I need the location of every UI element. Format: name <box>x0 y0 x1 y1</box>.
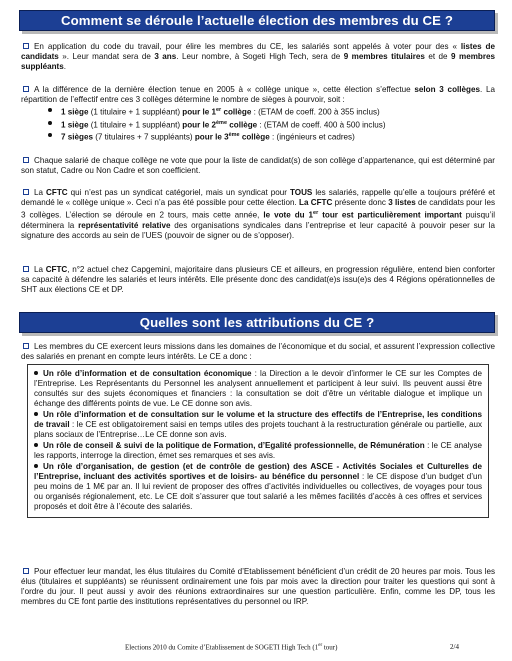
seat-item: 7 sièges (7 titulaires + 7 suppléants) pour le 3ème collège : (ingénieurs et cadres) <box>47 130 495 143</box>
paragraph-cftc-collège-unique: La CFTC qui n’est pas un syndicat catégoriel, mais un syndicat pour TOUS les salariés, rappelle qu’elle a toujours préféré et demandé le « collège unique ». Ceci n’a pas été possible pour cette élection. La CFTC présente donc 3 listes de candidats pour les 3 collèges. L’élection se déroule en 2 tours, mais cette année, le vote du 1er tour est particulièrement important puisqu’il déterminera la représentativité relative des organisations syndicales dans l’entreprise et leur capacité à pouvoir peser sur la signature des accords au sein de l’UES (pouvoir de signer ou de s’opposer). <box>21 188 496 240</box>
square-bullet-icon <box>23 157 29 163</box>
bullet-dot-icon <box>34 371 38 375</box>
page-number: 2/4 <box>450 643 459 651</box>
square-bullet-icon <box>23 189 29 195</box>
role-item: Un rôle d’information et de consultation économique : la Direction a le devoir d’informer le CE sur les Comptes de l’Entreprise. Les Représentants du Personnel les analysent annuellement et participent à leur suivi. Ils peuvent aussi être consultés sur des sujets économiques et financiers : la consultation se doit d’être un véritable dialogue et implique un échange des différents points de vue. Le CE donne son avis. <box>34 369 482 408</box>
bullet-dot-icon <box>34 412 38 416</box>
square-bullet-icon <box>23 43 29 49</box>
square-bullet-icon <box>23 568 29 574</box>
roles-box <box>27 364 489 518</box>
square-bullet-icon <box>23 343 29 349</box>
section-title-election: Comment se déroule l’actuelle élection des membres du CE ? <box>19 10 495 31</box>
paragraph-missions: Les membres du CE exercent leurs missions dans les domaines de l’économique et du social, et assurent l’expression collective des salariés en prenant en compte leurs intérêts. Le CE a donc : <box>21 342 495 361</box>
seat-item: 1 siège (1 titulaire + 1 suppléant) pour le 1er collège : (ETAM de coeff. 200 à 355 inclus) <box>47 105 495 118</box>
bullet-dot-icon <box>48 108 52 112</box>
paragraph-application: En application du code du travail, pour élire les membres du CE, les salariés sont appelés à voter pour des « listes de candidats ». Leur mandat sera de 3 ans. Leur nombre, à Sogeti High Tech, sera de 9 membres titulaires et de 9 membres suppléants. <box>21 42 495 71</box>
paragraph-vote-college: Chaque salarié de chaque collège ne vote que pour la liste de candidat(s) de son collège d’appartenance, qui est déterminé par son statut, Cadre ou Non Cadre et son coefficient. <box>21 156 495 175</box>
bullet-dot-icon <box>34 464 38 468</box>
footer-text: Elections 2010 du Comite d’Etablissement de SOGETI High Tech (1er tour) <box>125 643 338 652</box>
seat-item: 1 siège (1 titulaire + 1 suppléant) pour le 2ème collège : (ETAM de coeff. 400 à 500 inclus) <box>47 118 495 131</box>
role-item: Un rôle de conseil & suivi de la politique de Formation, d’Egalité professionnelle, de Rémunération : le CE analyse les rapports, interroge la direction, émet ses remarques et ses avis. <box>34 441 482 460</box>
paragraph-mandat: Pour effectuer leur mandat, les élus titulaires du Comité d’Etablissement bénéficient d’un crédit de 20 heures par mois. Tous les élus (titulaires et suppléants) se réunissent ordinairement une fois par mois avec la direction pour traiter les questions qui sont à l’ordre du jour. Il peut aussi y avoir des réunions extraordinaires sur une question particulière. Enfin, comme les DP, tous les membres du CE font partie des institutions représentatives du personnel ou IRP. <box>21 567 495 606</box>
paragraph-cftc-capgemini: La CFTC, n°2 actuel chez Capgemini, majoritaire dans plusieurs CE et ailleurs, en progression régulière, entend bien conforter sa capacité à défendre les salariés et leurs intérêts. Elle présente donc des candidat(e)s issu(e)s des 4 Régions opérationnelles de SHT aux élections CE et DP. <box>21 265 495 294</box>
paragraph-colleges: A la différence de la dernière élection tenue en 2005 à « collège unique », cette élection s’effectue selon 3 collèges. La répartition de l’effectif entre ces 3 collèges détermine le nombre de sièges à pourvoir, soit : 1 siège (1 titulaire + 1 suppléant) pour le 1er collège : (ETAM de coeff. 200 à 355 inclus) 1 siège (1 titulaire + 1 suppléant) pour le 2ème collège : (ETAM de coeff. 400 à 500 inclus) 7 sièges (7 titulaires + 7 suppléants) pour le 3ème collège : (ingénieurs et cadres) <box>21 85 495 143</box>
square-bullet-icon <box>23 86 29 92</box>
square-bullet-icon <box>23 266 29 272</box>
role-item: Un rôle d’information et de consultation sur le volume et la structure des effectifs de l’Entreprise, les conditions de travail : le CE est obligatoirement saisi en temps utiles des projets touchant à la restructuration générale ou partielle, aux plans sociaux de l’Entreprise…Le CE donne son avis. <box>34 410 482 439</box>
bullet-dot-icon <box>48 121 52 125</box>
section-title-attributions: Quelles sont les attributions du CE ? <box>19 312 495 333</box>
seats-list <box>21 105 495 143</box>
role-item: Un rôle d’organisation, de gestion (et de contrôle de gestion) des ASCE - Activités Sociales et Culturelles de l’Entreprise, incluant des activités sportives et de loisirs- au bénéfice du personnel : le CE dispose d’un budget d’un peu moins de 1 M€ par an. Il lui revient de proposer des offres d’activités individuelles ou collectives, de voyages pour tous ou organisés régionalement, etc. Le CE doit s’assurer que tout salarié a les mêmes facilités d’accès à ces offres et services proposés et doit être à l’écoute des salariés. <box>34 462 482 511</box>
bullet-dot-icon <box>48 133 52 137</box>
bullet-dot-icon <box>34 443 38 447</box>
